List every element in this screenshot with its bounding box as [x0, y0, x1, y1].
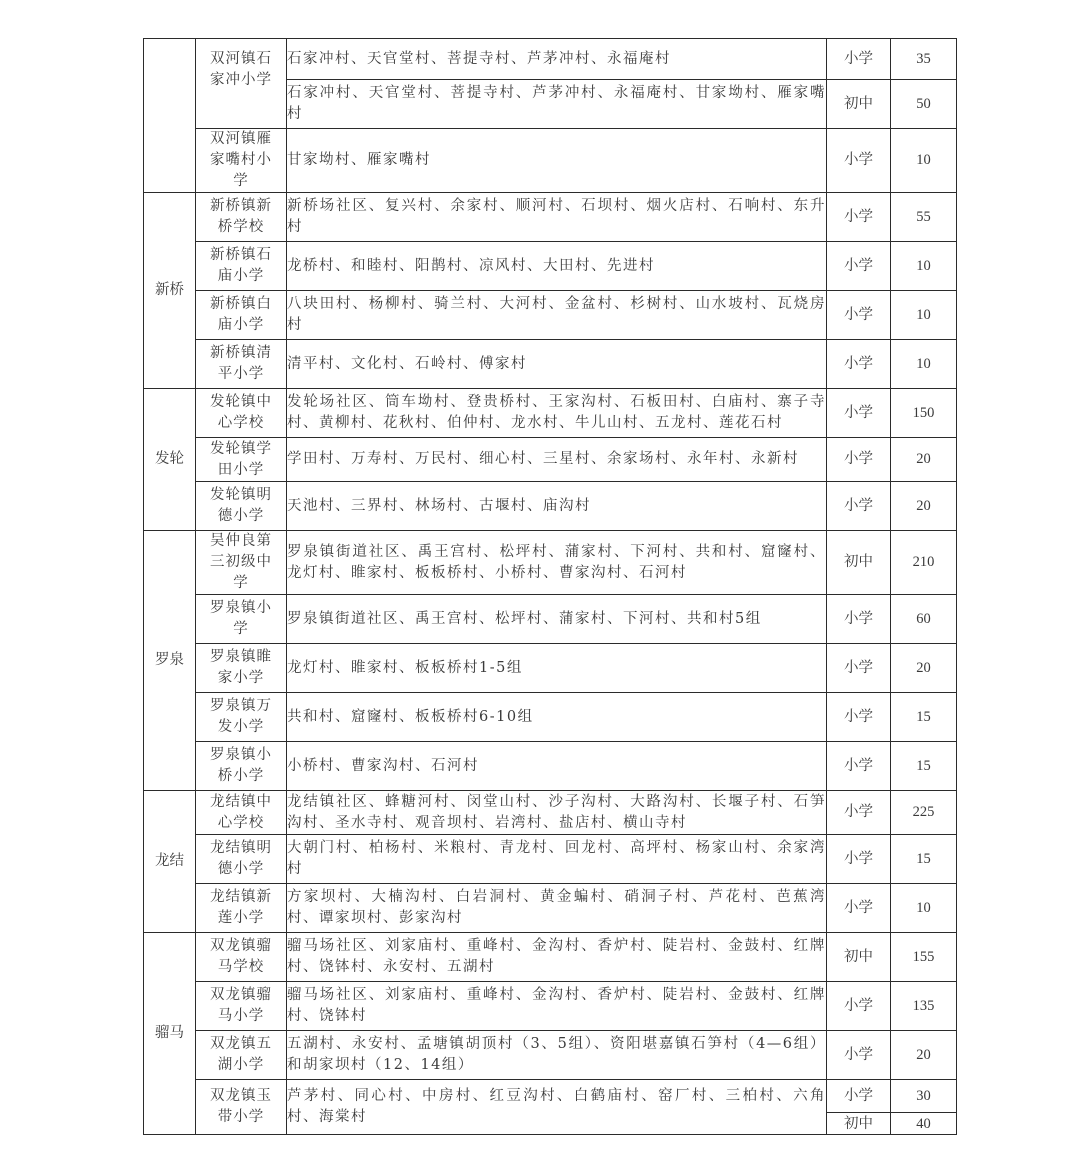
enrollment-allocation-table: [143, 38, 957, 1135]
villages-cell: 骝马场社区、刘家庙村、重峰村、金沟村、香炉村、陡岩村、金鼓村、红牌村、饶钵村、永安村、五湖村: [287, 933, 827, 982]
school-name: 双河镇雁家嘴村小学: [210, 131, 272, 189]
level-cell: 小学: [827, 742, 891, 791]
school-cell: [196, 1031, 287, 1080]
school-name: 双龙镇五湖小学: [210, 1036, 272, 1073]
level-cell: 初中: [827, 80, 891, 129]
villages-cell: 发轮场社区、筒车坳村、登贵桥村、王家沟村、石板田村、白庙村、寨子寺村、黄柳村、花秋村、伯仲村、龙水村、牛儿山村、五龙村、莲花石村: [287, 389, 827, 438]
level-cell: 小学: [827, 791, 891, 835]
quota-cell: 10: [891, 884, 957, 933]
table-row: [144, 835, 957, 884]
quota-cell: 135: [891, 982, 957, 1031]
level-cell: 初中: [827, 531, 891, 595]
town-cell: 骝马: [144, 933, 196, 1135]
quota-cell: 10: [891, 291, 957, 340]
villages-cell: 八块田村、杨柳村、骑兰村、大河村、金盆村、杉树村、山水坡村、瓦烧房村: [287, 291, 827, 340]
villages-cell: 学田村、万寿村、万民村、细心村、三星村、余家场村、永年村、永新村: [287, 438, 827, 482]
level-cell: 小学: [827, 242, 891, 291]
quota-cell: 10: [891, 129, 957, 193]
school-name: 发轮镇学田小学: [210, 440, 272, 478]
villages-cell: 芦茅村、同心村、中房村、红豆沟村、白鹤庙村、窑厂村、三柏村、六角村、海棠村: [287, 1080, 827, 1135]
school-name: 发轮镇中心学校: [210, 394, 272, 431]
school-cell: [196, 933, 287, 982]
level-cell: 小学: [827, 389, 891, 438]
table-row: [144, 884, 957, 933]
school-cell: [196, 39, 287, 129]
table-row: [144, 389, 957, 438]
town-cell: [144, 39, 196, 193]
school-cell: [196, 531, 287, 595]
school-name: 新桥镇新桥学校: [210, 198, 272, 235]
level-cell: 小学: [827, 982, 891, 1031]
villages-cell: 龙桥村、和睦村、阳鹊村、凉风村、大田村、先进村: [287, 242, 827, 291]
table-row: [144, 933, 957, 982]
level-cell: 小学: [827, 595, 891, 644]
table-row: [144, 129, 957, 193]
school-name: 龙结镇明德小学: [210, 840, 272, 877]
villages-cell: 龙结镇社区、蜂糖河村、闵堂山村、沙子沟村、大路沟村、长堰子村、石笋沟村、圣水寺村、观音坝村、岩湾村、盐店村、横山寺村: [287, 791, 827, 835]
table-row: [144, 693, 957, 742]
school-name: 新桥镇清平小学: [210, 345, 272, 382]
quota-cell: 35: [891, 39, 957, 80]
quota-cell: 20: [891, 482, 957, 531]
school-cell: [196, 742, 287, 791]
school-cell: [196, 438, 287, 482]
villages-cell: 大朝门村、柏杨村、米粮村、青龙村、回龙村、高坪村、杨家山村、余家湾村: [287, 835, 827, 884]
school-cell: [196, 389, 287, 438]
school-name: 新桥镇白庙小学: [210, 296, 272, 333]
villages-cell: 新桥场社区、复兴村、余家村、顺河村、石坝村、烟火店村、石响村、东升村: [287, 193, 827, 242]
villages-cell: 罗泉镇街道社区、禹王宫村、松坪村、蒲家村、下河村、共和村、窟窿村、龙灯村、睢家村、板板桥村、小桥村、曹家沟村、石河村: [287, 531, 827, 595]
villages-cell: 石家冲村、天官堂村、菩提寺村、芦茅冲村、永福庵村: [287, 39, 827, 80]
school-name: 双龙镇玉带小学: [210, 1088, 272, 1125]
table-row: [144, 1080, 957, 1113]
level-cell: 小学: [827, 835, 891, 884]
quota-cell: 20: [891, 1031, 957, 1080]
level-cell: 初中: [827, 933, 891, 982]
school-cell: [196, 242, 287, 291]
school-cell: [196, 482, 287, 531]
level-cell: 小学: [827, 291, 891, 340]
table-row: [144, 340, 957, 389]
level-cell: 小学: [827, 39, 891, 80]
villages-cell: 清平村、文化村、石岭村、傅家村: [287, 340, 827, 389]
quota-cell: 225: [891, 791, 957, 835]
quota-cell: 50: [891, 80, 957, 129]
villages-cell: 方家坝村、大楠沟村、白岩洞村、黄金蝙村、硝洞子村、芦花村、芭蕉湾村、谭家坝村、彭家沟村: [287, 884, 827, 933]
table-row: [144, 1031, 957, 1080]
school-cell: [196, 644, 287, 693]
school-name: 发轮镇明德小学: [210, 487, 272, 524]
town-cell: 罗泉: [144, 531, 196, 791]
table-row: [144, 742, 957, 791]
villages-cell: 小桥村、曹家沟村、石河村: [287, 742, 827, 791]
level-cell: 小学: [827, 693, 891, 742]
school-cell: [196, 291, 287, 340]
table-row: [144, 39, 957, 80]
table-row: [144, 482, 957, 531]
table-row: [144, 791, 957, 835]
school-cell: [196, 693, 287, 742]
quota-cell: 10: [891, 340, 957, 389]
level-cell: 小学: [827, 1080, 891, 1113]
town-cell: 发轮: [144, 389, 196, 531]
level-cell: 小学: [827, 129, 891, 193]
level-cell: 小学: [827, 193, 891, 242]
quota-cell: 15: [891, 693, 957, 742]
school-name: 龙结镇中心学校: [210, 793, 272, 831]
school-cell: [196, 1080, 287, 1135]
school-cell: [196, 595, 287, 644]
table-row: [144, 193, 957, 242]
school-name: 双龙镇骝马学校: [210, 938, 272, 975]
quota-cell: 55: [891, 193, 957, 242]
level-cell: 初中: [827, 1113, 891, 1135]
town-cell: 新桥: [144, 193, 196, 389]
school-cell: [196, 129, 287, 193]
villages-cell: 石家冲村、天官堂村、菩提寺村、芦茅冲村、永福庵村、甘家坳村、雁家嘴村: [287, 80, 827, 129]
villages-cell: 骝马场社区、刘家庙村、重峰村、金沟村、香炉村、陡岩村、金鼓村、红牌村、饶钵村: [287, 982, 827, 1031]
school-cell: [196, 835, 287, 884]
villages-cell: 天池村、三界村、林场村、古堰村、庙沟村: [287, 482, 827, 531]
level-cell: 小学: [827, 438, 891, 482]
quota-cell: 40: [891, 1113, 957, 1135]
school-name: 罗泉镇睢家小学: [210, 649, 272, 686]
level-cell: 小学: [827, 482, 891, 531]
school-name: 新桥镇石庙小学: [210, 247, 272, 284]
quota-cell: 20: [891, 644, 957, 693]
villages-cell: 罗泉镇街道社区、禹王宫村、松坪村、蒲家村、下河村、共和村5组: [287, 595, 827, 644]
villages-cell: 甘家坳村、雁家嘴村: [287, 129, 827, 193]
quota-cell: 20: [891, 438, 957, 482]
quota-cell: 150: [891, 389, 957, 438]
quota-cell: 60: [891, 595, 957, 644]
school-name: 双河镇石家冲小学: [210, 51, 272, 88]
school-name: 罗泉镇万发小学: [210, 698, 272, 735]
school-name: 罗泉镇小学: [210, 600, 272, 637]
school-cell: [196, 884, 287, 933]
level-cell: 小学: [827, 644, 891, 693]
school-cell: [196, 193, 287, 242]
table-row: [144, 595, 957, 644]
level-cell: 小学: [827, 884, 891, 933]
quota-cell: 210: [891, 531, 957, 595]
table-row: [144, 644, 957, 693]
quota-cell: 15: [891, 835, 957, 884]
school-cell: [196, 340, 287, 389]
quota-cell: 30: [891, 1080, 957, 1113]
school-name: 龙结镇新莲小学: [210, 889, 272, 926]
quota-cell: 15: [891, 742, 957, 791]
table-row: [144, 982, 957, 1031]
school-name: 双龙镇骝马小学: [210, 987, 272, 1024]
level-cell: 小学: [827, 1031, 891, 1080]
school-cell: [196, 982, 287, 1031]
school-name: 罗泉镇小桥小学: [210, 747, 272, 784]
table-row: [144, 242, 957, 291]
table-row: [144, 291, 957, 340]
quota-cell: 155: [891, 933, 957, 982]
level-cell: 小学: [827, 340, 891, 389]
school-cell: [196, 791, 287, 835]
quota-cell: 10: [891, 242, 957, 291]
school-name: 吴仲良第三初级中学: [210, 533, 272, 591]
table-row: [144, 531, 957, 595]
villages-cell: 五湖村、永安村、孟塘镇胡顶村（3、5组）、资阳堪嘉镇石笋村（4—6组）和胡家坝村（12、14组）: [287, 1031, 827, 1080]
town-cell: 龙结: [144, 791, 196, 933]
villages-cell: 龙灯村、睢家村、板板桥村1-5组: [287, 644, 827, 693]
villages-cell: 共和村、窟窿村、板板桥村6-10组: [287, 693, 827, 742]
table-row: [144, 438, 957, 482]
